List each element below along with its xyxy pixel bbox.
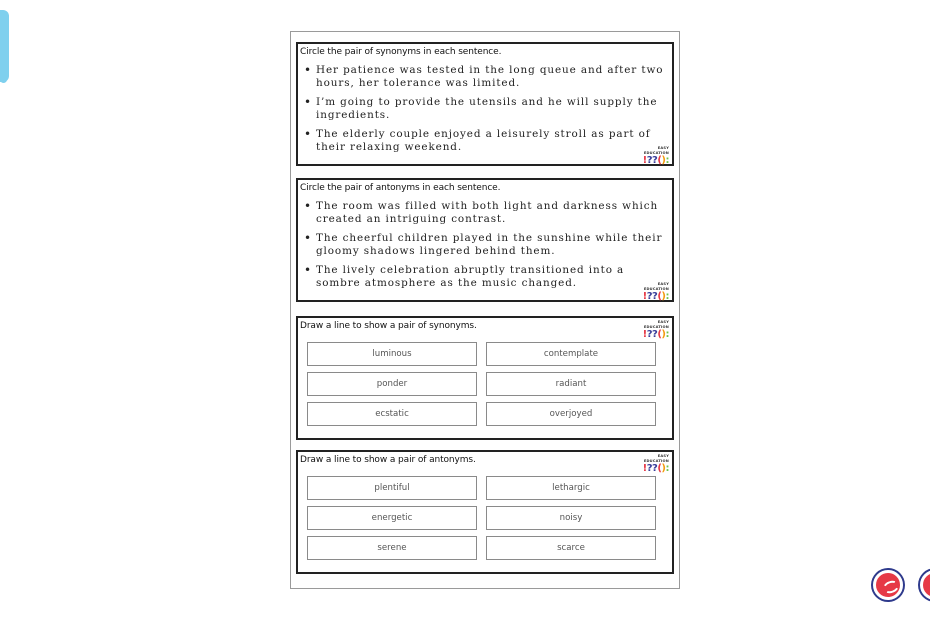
brand-logo: EASY EDUCATION !??():	[642, 454, 669, 474]
word-card[interactable]: luminous	[307, 342, 477, 366]
synonym-sentences-title: Circle the pair of synonyms in each sentence.	[300, 47, 502, 57]
brand-logo: EASY EDUCATION !??():	[642, 320, 669, 340]
word-card[interactable]: noisy	[486, 506, 656, 530]
decorative-badge-icon	[920, 570, 930, 600]
synonym-sentences-box	[296, 42, 674, 166]
antonym-sentences-box	[296, 178, 674, 302]
synonym-sentence-list	[304, 64, 666, 160]
synonym-match-box	[296, 316, 674, 440]
antonym-match-title: Draw a line to show a pair of antonyms.	[300, 455, 476, 465]
antonym-word-grid	[307, 476, 656, 560]
word-card[interactable]: radiant	[486, 372, 656, 396]
brand-logo: EASY EDUCATION !??():	[642, 146, 669, 166]
word-card[interactable]: scarce	[486, 536, 656, 560]
word-card[interactable]: serene	[307, 536, 477, 560]
brand-logo: EASY EDUCATION !??():	[642, 282, 669, 302]
list-item: • The room was filled with both light and darkness which created an intriguing contrast.	[304, 200, 666, 226]
word-card[interactable]: lethargic	[486, 476, 656, 500]
antonym-sentence-list	[304, 200, 666, 296]
list-item: • The elderly couple enjoyed a leisurely stroll as part of their relaxing weekend.	[304, 128, 666, 154]
list-item: • Her patience was tested in the long queue and after two hours, her tolerance was limited.	[304, 64, 666, 90]
word-card[interactable]: ponder	[307, 372, 477, 396]
list-item: • The lively celebration abruptly transitioned into a sombre atmosphere as the music changed.	[304, 264, 666, 290]
worksheet-page	[290, 31, 680, 589]
word-card[interactable]: contemplate	[486, 342, 656, 366]
synonym-word-grid	[307, 342, 656, 426]
corner-exclamation-dot	[0, 76, 7, 83]
word-card[interactable]: plentiful	[307, 476, 477, 500]
antonym-match-box	[296, 450, 674, 574]
decorative-badge-icon	[873, 570, 903, 600]
antonym-sentences-title: Circle the pair of antonyms in each sentence.	[300, 183, 501, 193]
word-card[interactable]: ecstatic	[307, 402, 477, 426]
list-item: • I’m going to provide the utensils and he will supply the ingredients.	[304, 96, 666, 122]
synonym-match-title: Draw a line to show a pair of synonyms.	[300, 321, 477, 331]
word-card[interactable]: overjoyed	[486, 402, 656, 426]
corner-exclamation-mark	[0, 10, 9, 82]
list-item: • The cheerful children played in the sunshine while their gloomy shadows lingered behind them.	[304, 232, 666, 258]
word-card[interactable]: energetic	[307, 506, 477, 530]
